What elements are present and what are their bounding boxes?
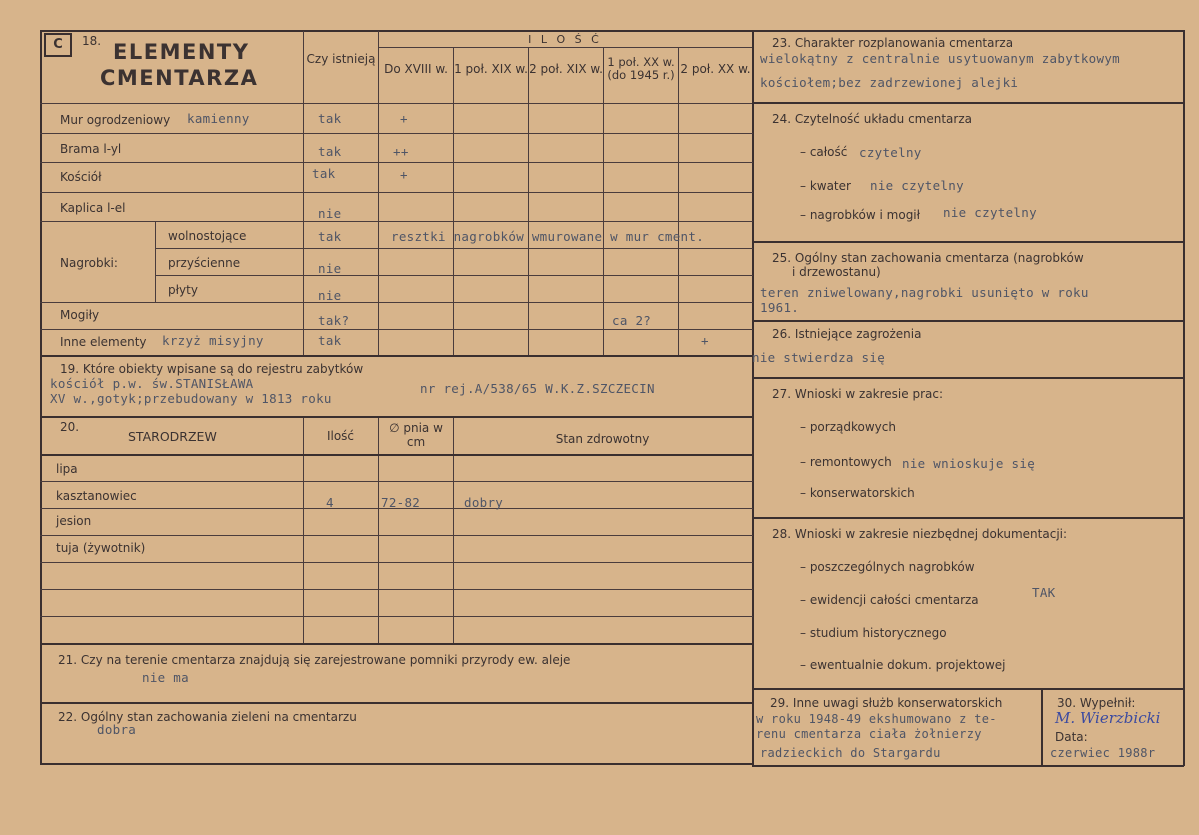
s25-line2: 1961. — [760, 300, 800, 315]
frame-middle — [752, 30, 754, 765]
tree-name: jesion — [56, 514, 92, 528]
s25-label-1: 25. Ogólny stan zachowania cmentarza (nagrobków — [772, 251, 1084, 265]
col-sep-exist — [303, 31, 304, 356]
s21-value: nie ma — [142, 670, 189, 685]
row-label: przyścienne — [168, 256, 241, 270]
frame-top-right — [752, 30, 1184, 32]
s19-bottom-line — [40, 416, 753, 418]
s19-line2: XV w.,gotyk;przebudowany w 1813 roku — [50, 391, 332, 406]
row-label: płyty — [168, 283, 198, 297]
section-letter-box — [44, 33, 72, 57]
s28-item4: – ewentualnie dokum. projektowej — [800, 658, 1006, 672]
s22-label: 22. Ogólny stan zachowania zieleni na cmentarzu — [58, 710, 357, 724]
row-v1: resztki nagrobków wmurowane w mur cment. — [391, 229, 705, 244]
s20-health-header: Stan zdrowotny — [555, 432, 650, 446]
col-xviii-header: Do XVIII w. — [384, 62, 448, 76]
s28-label: 28. Wnioski w zakresie niezbędnej dokumentacji: — [772, 527, 1068, 541]
col-1xix-header: 1 poł. XIX w. — [454, 62, 528, 76]
s30-signature: M. Wierzbicki — [1055, 709, 1161, 727]
s28-item3: – studium historycznego — [800, 626, 947, 640]
s29-line2: renu cmentarza ciała żołnierzy — [756, 727, 982, 741]
s26-bottom-line — [752, 377, 1184, 379]
row-line — [155, 248, 753, 249]
col-sep-2xx — [678, 47, 679, 356]
frame-bottom-right — [752, 765, 1184, 767]
s29-line3: radzieckich do Stargardu — [760, 746, 941, 760]
s29-line1: w roku 1948-49 ekshumowano z te- — [756, 712, 997, 726]
s19-registry: nr rej.A/538/65 W.K.Z.SZCZECIN — [420, 381, 655, 396]
s24-item2-label: – kwater — [800, 179, 851, 193]
s27-item2-value: nie wnioskuje się — [902, 456, 1036, 471]
s20-col-sep — [378, 418, 379, 644]
col-exist-header: Czy istnieją — [306, 52, 376, 66]
row-exist: tak — [318, 229, 342, 244]
s18-number: 18. — [82, 34, 102, 48]
row-exist: tak — [318, 111, 342, 126]
s26-label: 26. Istniejące zagrożenia — [772, 327, 922, 341]
row-v5: + — [701, 333, 709, 348]
col-2xix-header: 2 poł. XIX w. — [529, 62, 603, 76]
row-line — [155, 275, 753, 276]
row-label: Kościół — [60, 170, 102, 184]
s27-item1: – porządkowych — [800, 420, 896, 434]
s23-bottom-line — [752, 102, 1184, 104]
s25-label-2: i drzewostanu) — [792, 265, 881, 279]
row-v1: + — [400, 111, 408, 126]
s23-line1: wielokątny z centralnie usytuowanym zabytkowym — [760, 51, 1120, 66]
row-line — [40, 192, 753, 193]
s19-label: 19. Które obiekty wpisane są do rejestru zabytków — [60, 362, 364, 376]
s20-row-line — [40, 643, 753, 645]
s20-number: 20. — [60, 420, 80, 434]
s26-value: nie stwierdza się — [752, 350, 886, 365]
row-exist: nie — [318, 288, 342, 303]
s21-bottom-line — [40, 702, 753, 704]
s28-bottom-line — [752, 688, 1184, 690]
s29-label: 29. Inne uwagi służb konserwatorskich — [770, 696, 1003, 710]
s23-label: 23. Charakter rozplanowania cmentarza — [772, 36, 1014, 50]
row-line — [40, 355, 753, 357]
s27-bottom-line — [752, 517, 1184, 519]
s27-label: 27. Wnioski w zakresie prac: — [772, 387, 944, 401]
s27-item3: – konserwatorskich — [800, 486, 915, 500]
row-line — [40, 302, 753, 303]
s30-date: czerwiec 1988r — [1050, 746, 1156, 760]
row-exist: tak — [312, 166, 336, 181]
col-sep-xviii — [378, 31, 379, 356]
s25-line1: teren zniwelowany,nagrobki usunięto w roku — [760, 285, 1089, 300]
s25-bottom-line — [752, 320, 1184, 322]
s23-line2: kościołem;bez zadrzewionej alejki — [760, 75, 1019, 90]
row-label: Brama l-yl — [60, 142, 122, 156]
frame-bottom-left — [40, 763, 753, 765]
s20-col-sep — [303, 418, 304, 644]
tree-name: kasztanowiec — [56, 489, 137, 503]
s20-row-line — [40, 562, 753, 563]
row-typed-label: krzyż misyjny — [162, 333, 264, 348]
row-label: Mur ogrodzeniowy — [60, 113, 171, 127]
row-line — [40, 103, 753, 104]
s24-item1-value: czytelny — [859, 145, 922, 160]
s29-s30-sep — [1041, 689, 1043, 766]
col-sep-1xx — [603, 47, 604, 356]
row-line — [40, 221, 753, 222]
s18-title-line1: ELEMENTY — [113, 40, 250, 64]
row-exist: tak — [318, 144, 342, 159]
tree-name: lipa — [56, 462, 78, 476]
row-v4: ca 2? — [612, 313, 652, 328]
s20-col-sep — [453, 418, 454, 644]
col-1xx-header: 1 poł. XX w. (do 1945 r.) — [607, 55, 675, 82]
row-exist: tak — [318, 333, 342, 348]
row-v1: ++ — [393, 144, 409, 159]
s19-line1: kościół p.w. św.STANISŁAWA — [50, 376, 254, 391]
s24-item3-label: – nagrobków i mogił — [800, 208, 921, 222]
ilosc-underline — [378, 47, 752, 48]
col-sep-1xix — [453, 47, 454, 356]
s27-item2: – remontowych — [800, 455, 892, 469]
ilosc-header: I L O Ś Ć — [528, 33, 602, 46]
s28-item2-value: TAK — [1032, 585, 1056, 600]
tree-diam: 72-82 — [381, 495, 421, 510]
s20-row-line — [40, 535, 753, 536]
row-line — [40, 329, 753, 330]
tree-qty: 4 — [326, 495, 334, 510]
s24-item2-value: nie czytelny — [870, 178, 964, 193]
s28-item2: – ewidencji całości cmentarza — [800, 593, 979, 607]
frame-right — [1183, 30, 1185, 766]
row-typed-label: kamienny — [187, 111, 250, 126]
s20-row-line — [40, 454, 753, 456]
col-2xx-header: 2 poł. XX w. — [680, 62, 751, 76]
s28-item1: – poszczególnych nagrobków — [800, 560, 975, 574]
frame-top-left — [40, 30, 753, 32]
s20-row-line — [40, 481, 753, 482]
s30-date-label: Data: — [1055, 730, 1088, 744]
frame-left — [40, 30, 42, 764]
tree-health: dobry — [464, 495, 504, 510]
nagrobki-sep — [155, 221, 156, 302]
s20-row-line — [40, 589, 753, 590]
row-label: Mogiły — [60, 308, 100, 322]
s24-bottom-line — [752, 241, 1184, 243]
tree-name: tuja (żywotnik) — [56, 541, 146, 555]
row-label: wolnostojące — [168, 229, 247, 243]
row-exist: tak? — [318, 313, 350, 328]
row-label: Kaplica l-el — [60, 201, 126, 215]
row-exist: nie — [318, 206, 342, 221]
s21-label: 21. Czy na terenie cmentarza znajdują się zarejestrowane pomniki przyrody ew. aleje — [58, 653, 571, 667]
row-line — [40, 133, 753, 134]
s22-value: dobra — [97, 722, 137, 737]
row-label: Inne elementy — [60, 335, 147, 349]
s24-item3-value: nie czytelny — [943, 205, 1037, 220]
s18-title-line2: CMENTARZA — [100, 66, 259, 90]
nagrobki-label: Nagrobki: — [60, 256, 118, 270]
s24-label: 24. Czytelność układu cmentarza — [772, 112, 972, 126]
s20-qty-header: Ilość — [326, 429, 355, 443]
row-v1: + — [400, 167, 408, 182]
s24-item1-label: – całość — [800, 145, 848, 159]
s20-diam-header: ∅ pnia w cm — [389, 421, 443, 449]
row-exist: nie — [318, 261, 342, 276]
s20-title: STARODRZEW — [128, 429, 217, 444]
s20-row-line — [40, 616, 753, 617]
col-sep-2xix — [528, 47, 529, 356]
section-letter: C — [53, 37, 63, 52]
row-line — [40, 162, 753, 163]
s30-label: 30. Wypełnił: — [1057, 696, 1136, 710]
